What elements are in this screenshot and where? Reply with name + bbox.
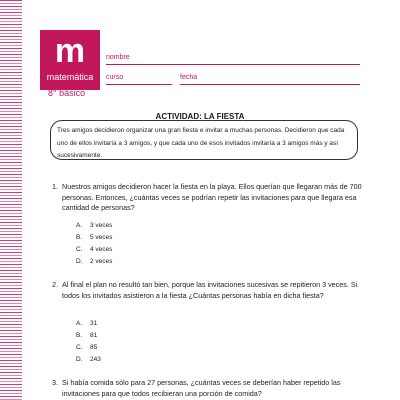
answer-option[interactable] [76, 330, 101, 342]
activity-title: ACTIVIDAD: LA FIESTA [155, 112, 245, 121]
option-text: 81 [90, 332, 98, 339]
option-letter: D. [76, 356, 83, 363]
answer-option[interactable] [76, 220, 112, 232]
option-text: 3 veces [90, 222, 113, 229]
option-letter: C. [76, 344, 83, 351]
question-3 [52, 378, 362, 399]
subject-logo [40, 30, 100, 90]
intro-text: Tres amigos decidieron organizar una gran fiesta e invitar a muchas personas. Decidieron que cada uno de ellos invitaría a 3 amigos, y que cada uno de esos invitados invitaría a 3 amigos más y así sucesivamente. [57, 127, 345, 159]
question-text: Al final el plan no resultó tan bien, porque las invitaciones sucesivas se repitieron 3 veces. Si todos los invitados asistieron a la fiesta ¿Cuántas personas había en dicha fiesta? [62, 280, 358, 300]
answer-option[interactable] [76, 354, 101, 366]
logo-subject-name: matemática [46, 72, 94, 82]
option-text: 2 veces [90, 258, 113, 265]
answer-option[interactable] [76, 342, 101, 354]
question-number: 1. [52, 182, 58, 191]
question-2 [52, 280, 362, 363]
date-field[interactable]: fecha [180, 74, 360, 85]
option-text: 85 [90, 344, 98, 351]
option-text: 243 [90, 356, 101, 363]
answer-option[interactable] [76, 318, 101, 330]
answer-option[interactable] [76, 232, 112, 244]
name-field[interactable]: nombre [106, 54, 360, 65]
question-number: 3. [52, 378, 58, 387]
course-field[interactable]: curso [106, 74, 172, 85]
option-letter: D. [76, 258, 83, 265]
option-text: 5 veces [90, 234, 113, 241]
question-1 [52, 182, 362, 265]
answer-options [76, 220, 112, 268]
answer-options [76, 318, 101, 366]
option-letter: B. [76, 234, 83, 241]
option-letter: B. [76, 332, 83, 339]
option-letter: A. [76, 320, 83, 327]
logo-letter: m [54, 32, 86, 70]
question-text: Si había comida sólo para 27 personas, ¿cuántas veces se deberían haber repetido las invitaciones para que todos recibieran una porción de comida? [62, 378, 341, 398]
answer-option[interactable] [76, 256, 112, 268]
question-number: 2. [52, 280, 58, 289]
answer-option[interactable] [76, 244, 112, 256]
intro-box [50, 120, 358, 160]
option-letter: C. [76, 246, 83, 253]
question-text: Nuestros amigos decidieron hacer la fiesta en la playa. Ellos querían que llegaran más de 700 personas. Entonces, ¿cuántas veces se podrían repetir las invitaciones para que llegara esa cantidad de personas? [62, 182, 362, 212]
option-text: 4 veces [90, 246, 113, 253]
grade-label: 8° básico [48, 88, 86, 98]
option-letter: A. [76, 222, 83, 229]
left-edge-decoration [0, 0, 22, 400]
option-text: 31 [90, 320, 98, 327]
